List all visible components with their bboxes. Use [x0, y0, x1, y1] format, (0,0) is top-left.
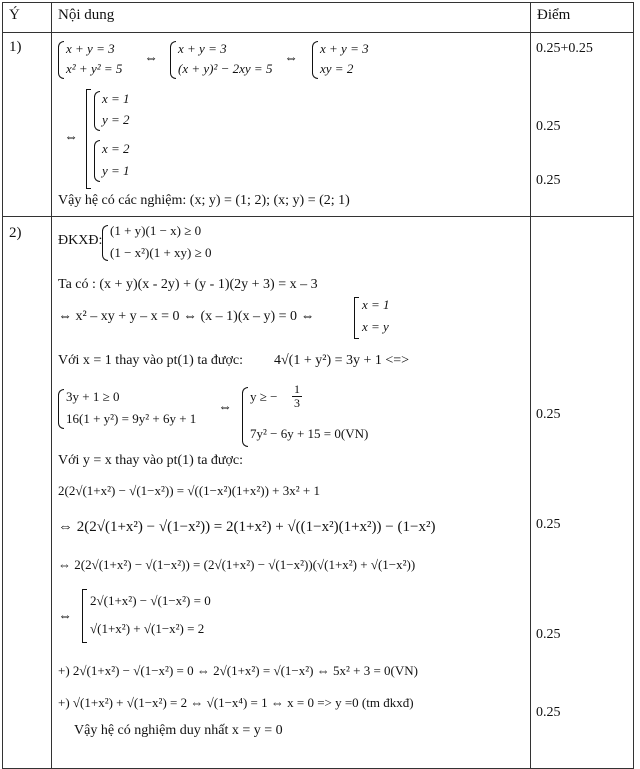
sys3-line-a: x + y = 3	[320, 41, 369, 56]
score: 0.25	[536, 119, 561, 134]
final-conclusion: Vậy hệ có nghiệm duy nhất x = y = 0	[74, 723, 283, 738]
with-x1-text: Với x = 1 thay vào pt(1) ta được:	[58, 353, 244, 368]
case-b: x = y	[362, 319, 389, 334]
cond2-line-a: y ≥ −	[250, 389, 278, 404]
cond1-line-a: 3y + 1 ≥ 0	[66, 389, 120, 404]
equation-2: ⇔ 2(2√(1+x²) − √(1−x²)) = 2(1+x²) + √((1−x²)(1+x²)) − (1−x²)	[58, 519, 436, 535]
sol1-line-a: x = 1	[102, 91, 130, 106]
sol2-line-a: x = 2	[102, 141, 130, 156]
brace	[94, 140, 100, 182]
dkxd-line-b: (1 − x²)(1 + xy) ≥ 0	[110, 245, 212, 260]
part2-label-cell	[3, 217, 52, 769]
cond1-line-b: 16(1 + y²) = 9y² + 6y + 1	[66, 411, 197, 426]
equiv-arrow: ⇔	[58, 609, 72, 624]
sys2-line-a: x + y = 3	[178, 41, 227, 56]
fraction-numerator: 1	[294, 382, 300, 396]
header-content: Nội dung	[52, 3, 531, 33]
score: 0.25	[536, 705, 561, 720]
equiv-arrow: ⇔	[284, 51, 298, 66]
brace	[58, 389, 64, 429]
eq4-line-b: √(1+x²) + √(1−x²) = 2	[90, 621, 205, 636]
brace	[242, 387, 248, 447]
part2-score-cell	[531, 217, 634, 769]
equiv-arrow: ⇔	[64, 130, 78, 145]
score: 0.25	[536, 517, 561, 532]
dkxd-line-a: (1 + y)(1 − x) ≥ 0	[110, 223, 202, 238]
sol1-line-b: y = 2	[102, 112, 130, 127]
part1-conclusion: Vậy hệ có các nghiệm: (x; y) = (1; 2); (x; y) = (2; 1)	[58, 193, 350, 208]
table-row-part2	[3, 217, 634, 769]
brace	[312, 41, 318, 79]
eq4-line-a: 2√(1+x²) − √(1−x²) = 0	[90, 593, 211, 608]
table-row-part1	[3, 33, 634, 217]
sys1-line-b: x² + y² = 5	[66, 61, 123, 76]
score: 0.25	[536, 173, 561, 188]
header-score: Điểm	[531, 3, 634, 33]
brace	[58, 41, 64, 79]
dkxd-label: ĐKXĐ:	[58, 233, 103, 248]
bracket	[82, 589, 87, 643]
answer-table	[2, 2, 634, 769]
sys1-line-a: x + y = 3	[66, 41, 115, 56]
score: 0.25+0.25	[536, 41, 593, 56]
brace	[102, 225, 108, 261]
table-header-row	[3, 3, 634, 33]
with-x1-equation: 4√(1 + y²) = 3y + 1 <=>	[274, 353, 410, 368]
score: 0.25	[536, 407, 561, 422]
with-yx-text: Với y = x thay vào pt(1) ta được:	[58, 453, 244, 468]
bracket	[86, 89, 91, 189]
cond2-line-b: 7y² − 6y + 15 = 0(VN)	[250, 426, 369, 441]
bracket	[354, 297, 359, 339]
part1-content-cell	[52, 33, 531, 217]
part1-score-cell	[531, 33, 634, 217]
part1-label-cell	[3, 33, 52, 217]
fraction	[292, 383, 302, 410]
header-y: Ý	[3, 3, 52, 33]
case-a: x = 1	[362, 297, 390, 312]
equiv-arrow: ⇔	[144, 51, 158, 66]
part1-label: 1)	[9, 39, 22, 55]
equation-3: ⇔ 2(2√(1+x²) − √(1−x²)) = (2√(1+x²) − √(1−x²))(√(1+x²) + √(1−x²))	[58, 557, 416, 572]
equiv-arrow: ⇔	[218, 400, 232, 415]
score: 0.25	[536, 627, 561, 642]
taco-line: Ta có : (x + y)(x - 2y) + (y - 1)(2y + 3) = x – 3	[58, 277, 318, 292]
fraction-denominator: 3	[294, 396, 300, 410]
case2-line: +) √(1+x²) + √(1−x²) = 2 ⇔ √(1−x⁴) = 1 ⇔ x = 0 => y =0 (tm đkxđ)	[58, 695, 414, 710]
equation-1: 2(2√(1+x²) − √(1−x²)) = √((1−x²)(1+x²)) + 3x² + 1	[58, 483, 320, 498]
part2-label: 2)	[9, 225, 22, 241]
factor-line: ⇔ x² – xy + y – x = 0 ⇔ (x – 1)(x – y) = 0 ⇔	[58, 309, 315, 324]
brace	[94, 91, 100, 131]
sol2-line-b: y = 1	[102, 163, 130, 178]
part2-content-cell	[52, 217, 531, 769]
brace	[170, 41, 176, 79]
sys3-line-b: xy = 2	[320, 61, 354, 76]
case1-line: +) 2√(1+x²) − √(1−x²) = 0 ⇔ 2√(1+x²) = √(1−x²) ⇔ 5x² + 3 = 0(VN)	[58, 663, 418, 678]
sys2-line-b: (x + y)² − 2xy = 5	[178, 61, 273, 76]
